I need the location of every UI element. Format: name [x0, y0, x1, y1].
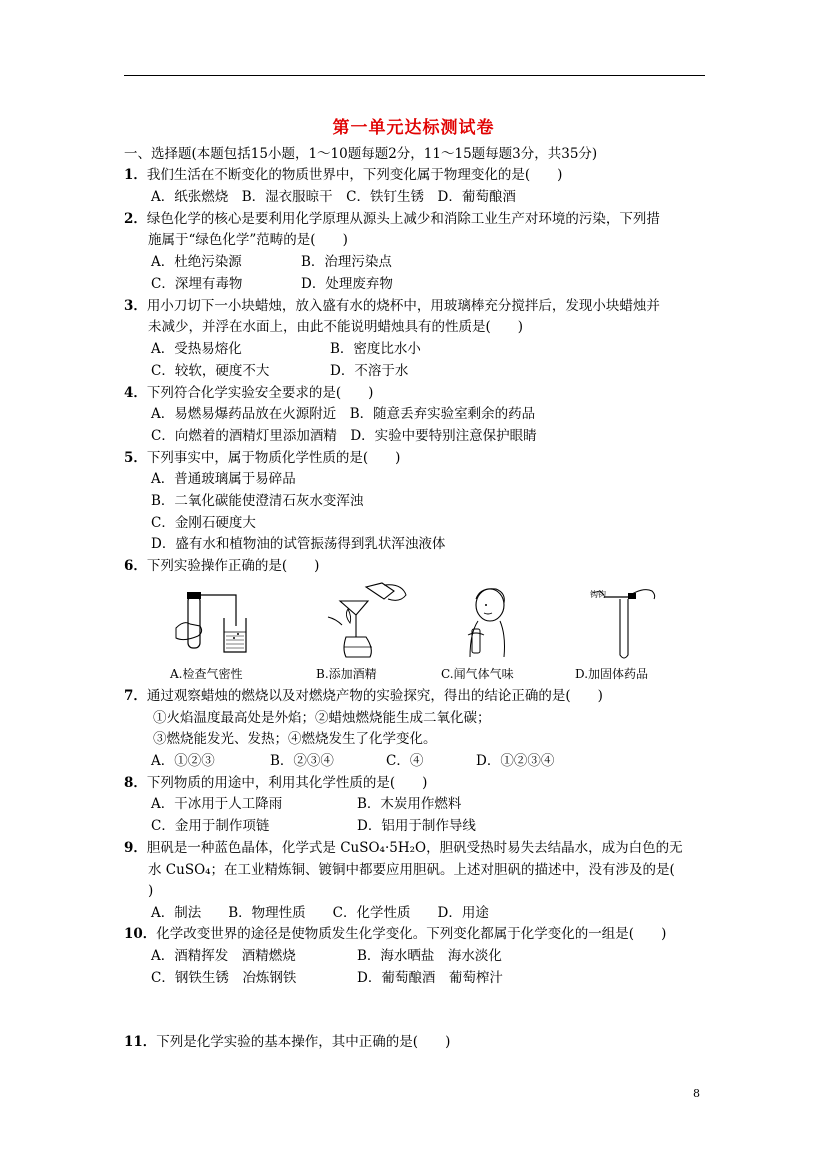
q2-option-c: C．深埋有毒物 — [151, 276, 243, 292]
figure-c-smell-gas — [462, 585, 512, 661]
question-10: 10．化学改变世界的途径是使物质发生化学变化。下列变化都属于化学变化的一组是( ) — [124, 926, 667, 942]
question-3: 3．用小刀切下一小块蜡烛，放入盛有水的烧杯中，用玻璃棒充分搅拌后，发现小块蜡烛并 — [124, 298, 660, 314]
q7-statement-2: ③燃烧能发光、发热；④燃烧发生了化学变化。 — [153, 731, 437, 747]
question-1: 1．我们生活在不断变化的物质世界中，下列变化属于物理变化的是( ) — [124, 167, 563, 183]
figure-c-caption: C.闻气体气味 — [441, 667, 514, 681]
q10-option-c: C．钢铁生锈 冶炼钢铁 — [151, 970, 297, 986]
q5-option-c: C．金刚石硬度大 — [151, 515, 256, 531]
q10-option-b: B．海水晒盐 海水淡化 — [357, 948, 502, 964]
q9-stem-cont: 水 CuSO₄；在工业精炼铜、镀铜中都要应用胆矾。上述对胆矾的描述中，没有涉及的是( — [148, 862, 675, 878]
question-7: 7．通过观察蜡烛的燃烧以及对燃烧产物的实验探究，得出的结论正确的是( ) — [124, 688, 603, 704]
q7-option-b: B．②③④ — [270, 753, 334, 769]
figure-b-caption: B.添加酒精 — [316, 667, 377, 681]
svg-text:钩钩: 钩钩 — [590, 590, 606, 599]
q7-option-a: A．①②③ — [151, 753, 215, 769]
header-rule — [124, 75, 705, 76]
q10-option-d: D．葡萄酿酒 葡萄榨汁 — [357, 970, 503, 986]
figure-b-add-alcohol — [322, 577, 412, 665]
section-heading: 一、选择题(本题包括15小题，1～10题每题2分，11～15题每题3分，共35分) — [124, 146, 598, 162]
q3-option-d: D．不溶于水 — [330, 363, 409, 379]
q2-option-a: A．杜绝污染源 — [151, 254, 242, 270]
question-11: 11．下列是化学实验的基本操作，其中正确的是( ) — [124, 1034, 451, 1050]
q7-option-c: C．④ — [386, 753, 424, 769]
question-5: 5．下列事实中，属于物质化学性质的是( ) — [124, 450, 401, 466]
question-6: 6．下列实验操作正确的是( ) — [124, 558, 320, 574]
q2-option-b: B．治理污染点 — [301, 254, 392, 270]
figure-d-caption: D.加固体药品 — [575, 667, 649, 681]
q7-statement-1: ①火焰温度最高处是外焰；②蜡烛燃烧能生成二氧化碳； — [153, 710, 491, 726]
q7-option-d: D．①②③④ — [476, 753, 555, 769]
q3-option-a: A．受热易熔化 — [151, 341, 242, 357]
q5-option-a: A．普通玻璃属于易碎品 — [151, 471, 296, 487]
q2-option-d: D．处理废弃物 — [301, 276, 393, 292]
q8-option-c: C．金用于制作项链 — [151, 818, 270, 834]
page-number: 8 — [693, 1087, 700, 1100]
figure-a-airtightness — [170, 588, 250, 660]
q5-option-d: D．盛有水和植物油的试管振荡得到乳状浑浊液体 — [151, 536, 446, 552]
q8-option-b: B．木炭用作燃料 — [357, 796, 462, 812]
question-9: 9．胆矾是一种蓝色晶体，化学式是 CuSO₄·5H₂O，胆矾受热时易失去结晶水，成为白色的无 — [124, 840, 683, 856]
q10-option-a: A．酒精挥发 酒精燃烧 — [151, 948, 296, 964]
q2-stem-cont: 施属于“绿色化学”范畴的是( ) — [148, 232, 348, 248]
q3-option-c: C．较软，硬度不大 — [151, 363, 270, 379]
figure-d-add-solid — [590, 585, 662, 661]
q9-stem-end: ) — [148, 883, 154, 899]
q3-option-b: B．密度比水小 — [330, 341, 421, 357]
figure-a-caption: A.检查气密性 — [170, 667, 243, 681]
page-title: 第一单元达标测试卷 — [332, 118, 495, 138]
q4-options-ab: A．易燃易爆药品放在火源附近 B．随意丢弃实验室剩余的药品 — [151, 406, 536, 422]
q8-option-a: A．干冰用于人工降雨 — [151, 796, 283, 812]
q3-stem-cont: 未减少，并浮在水面上，由此不能说明蜡烛具有的性质是( ) — [148, 319, 524, 335]
question-2: 2．绿色化学的核心是要利用化学原理从源头上减少和消除工业生产对环境的污染，下列措 — [124, 211, 660, 227]
q5-option-b: B．二氧化碳能使澄清石灰水变浑浊 — [151, 493, 364, 509]
q8-option-d: D．铝用于制作导线 — [357, 818, 476, 834]
q1-options: A．纸张燃烧 B．湿衣服晾干 C．铁钉生锈 D．葡萄酿酒 — [151, 189, 516, 205]
question-4: 4．下列符合化学实验安全要求的是( ) — [124, 385, 374, 401]
q4-options-cd: C．向燃着的酒精灯里添加酒精 D．实验中要特别注意保护眼睛 — [151, 428, 537, 444]
question-8: 8．下列物质的用途中，利用其化学性质的是( ) — [124, 775, 428, 791]
q9-options: A．制法 B．物理性质 C．化学性质 D．用途 — [151, 905, 489, 921]
